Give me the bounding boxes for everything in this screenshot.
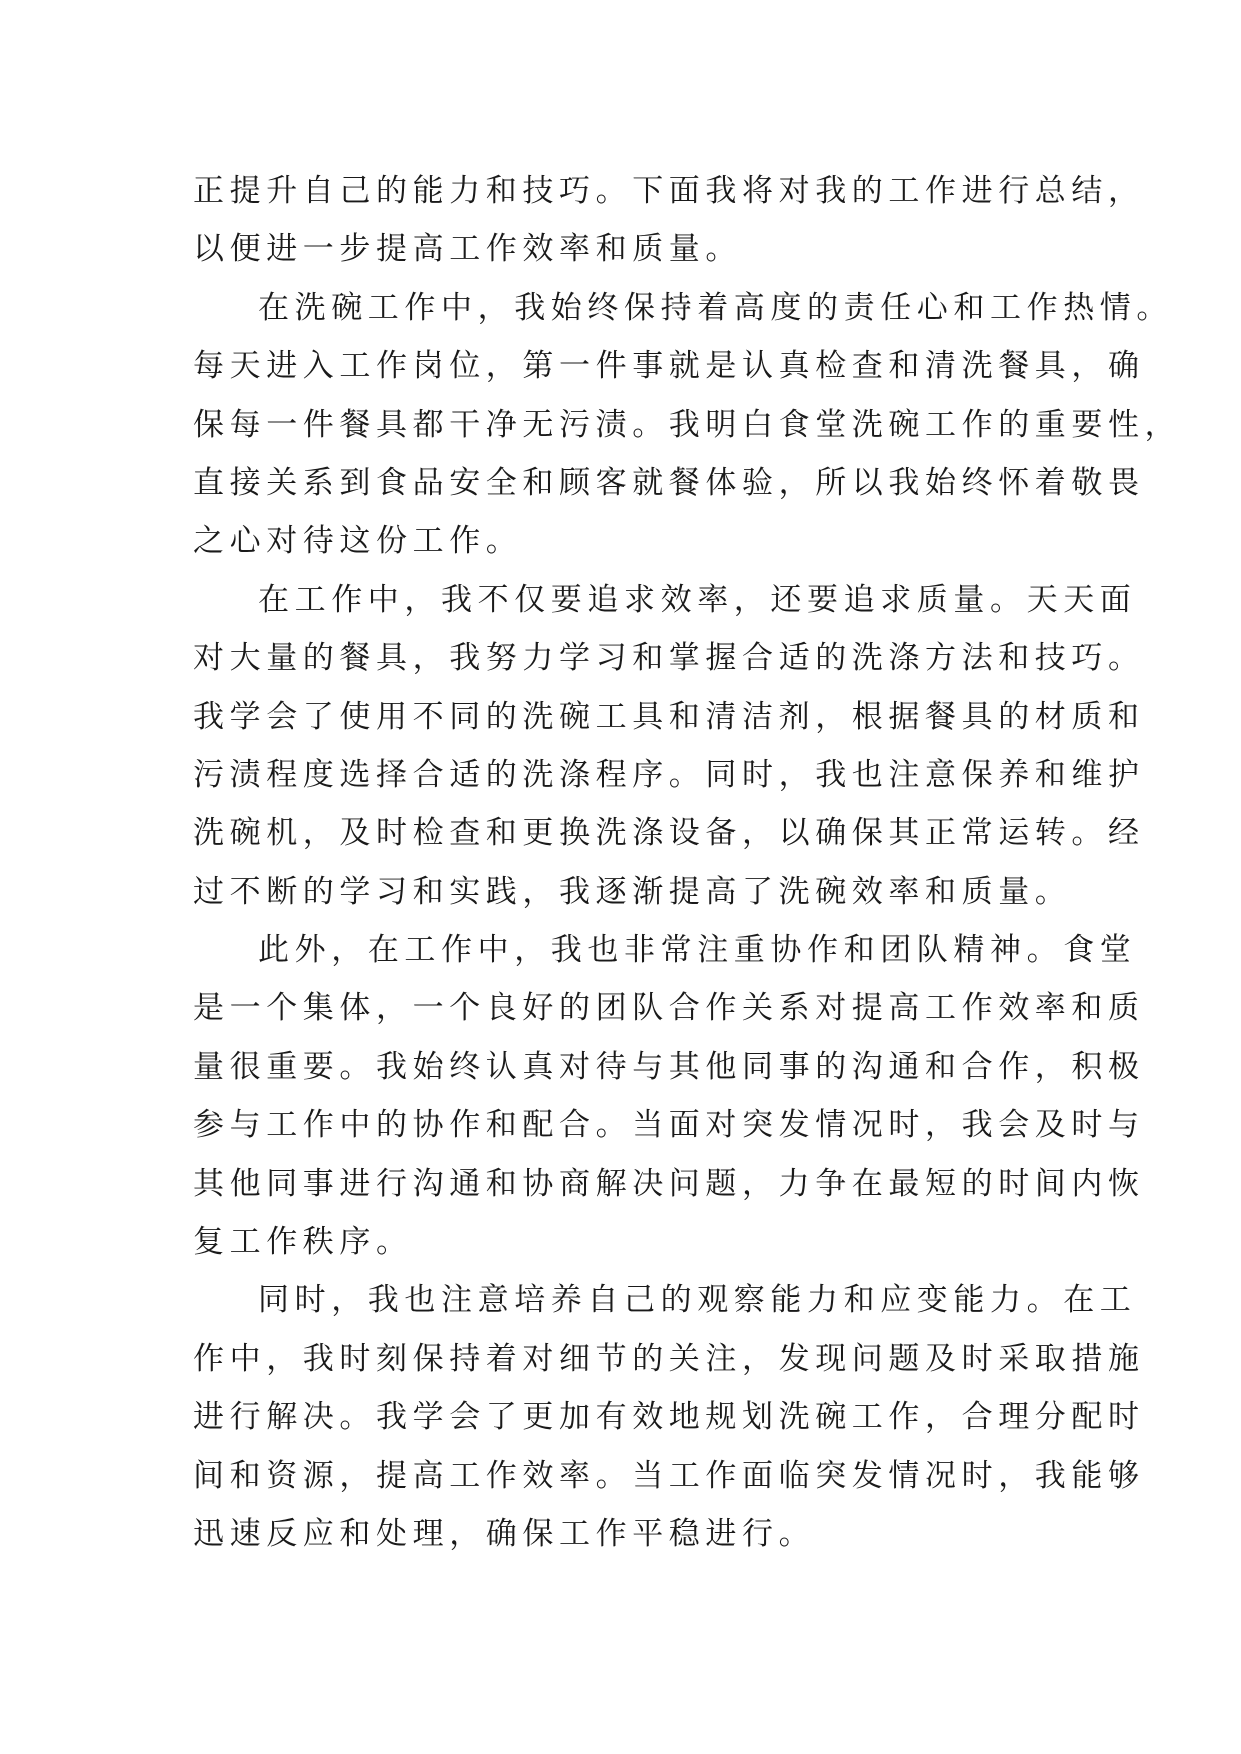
text-line: 正提升自己的能力和技巧。下面我将对我的工作进行总结， xyxy=(193,173,1145,209)
text-line: 我学会了使用不同的洗碗工具和清洁剂，根据餐具的材质和 xyxy=(193,698,1145,735)
text-line: 是一个集体，一个良好的团队合作关系对提高工作效率和质 xyxy=(193,990,1145,1027)
text-line: 直接关系到食品安全和顾客就餐体验，所以我始终怀着敬畏 xyxy=(193,464,1145,501)
text-line: 每天进入工作岗位，第一件事就是认真检查和清洗餐具，确 xyxy=(193,348,1145,385)
text-line: 以便进一步提高工作效率和质量。 xyxy=(193,231,742,268)
text-line: 之心对待这份工作。 xyxy=(193,523,523,560)
text-line: 其他同事进行沟通和协商解决问题，力争在最短的时间内恢 xyxy=(193,1165,1145,1202)
paragraph-3 xyxy=(193,571,1145,921)
document-body xyxy=(193,162,1182,1563)
text-line: 过不断的学习和实践，我逐渐提高了洗碗效率和质量。 xyxy=(193,873,1072,910)
text-line: 对大量的餐具，我努力学习和掌握合适的洗涤方法和技巧。 xyxy=(193,640,1145,677)
text-line: 量很重要。我始终认真对待与其他同事的沟通和合作，积极 xyxy=(193,1048,1145,1085)
paragraph-5 xyxy=(193,1271,1145,1563)
text-line: 进行解决。我学会了更加有效地规划洗碗工作，合理分配时 xyxy=(193,1399,1145,1436)
paragraph-1 xyxy=(193,162,1145,279)
text-line: 复工作秩序。 xyxy=(193,1224,413,1261)
text-line: 此外，在工作中，我也非常注重协作和团队精神。食堂 xyxy=(258,932,1137,969)
text-line: 同时，我也注意培养自己的观察能力和应变能力。在工 xyxy=(258,1282,1137,1319)
text-line: 污渍程度选择合适的洗涤程序。同时，我也注意保养和维护 xyxy=(193,756,1145,793)
text-line: 参与工作中的协作和配合。当面对突发情况时，我会及时与 xyxy=(193,1107,1145,1144)
paragraph-2 xyxy=(193,279,1182,571)
text-line: 迅速反应和处理，确保工作平稳进行。 xyxy=(193,1515,816,1552)
text-line: 洗碗机，及时检查和更换洗涤设备，以确保其正常运转。经 xyxy=(193,815,1145,852)
text-line: 作中，我时刻保持着对细节的关注，发现问题及时采取措施 xyxy=(193,1340,1145,1377)
text-line: 保每一件餐具都干净无污渍。我明白食堂洗碗工作的重要性， xyxy=(193,406,1182,443)
paragraph-4 xyxy=(193,921,1145,1271)
text-line: 在工作中，我不仅要追求效率，还要追求质量。天天面 xyxy=(258,581,1137,618)
text-line: 间和资源，提高工作效率。当工作面临突发情况时，我能够 xyxy=(193,1457,1145,1494)
text-line: 在洗碗工作中，我始终保持着高度的责任心和工作热情。 xyxy=(258,289,1173,326)
